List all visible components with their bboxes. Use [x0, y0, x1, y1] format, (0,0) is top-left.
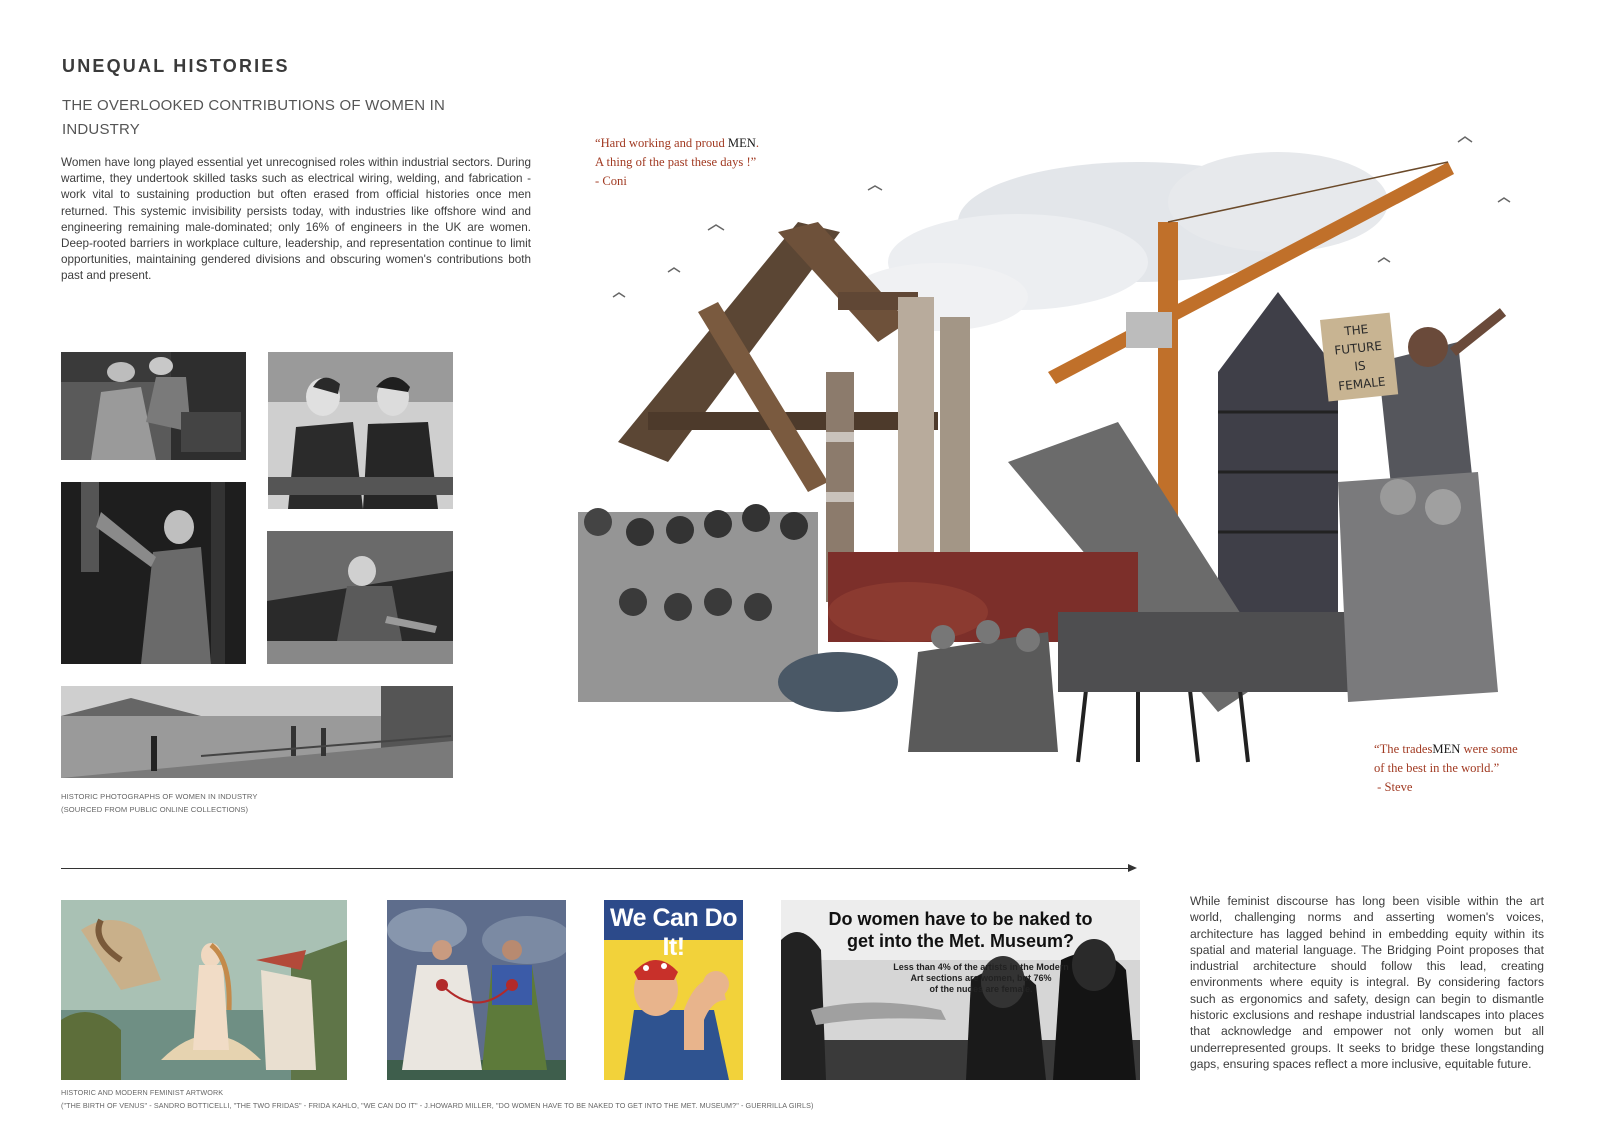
closing-paragraph: While feminist discourse has long been visible within the art world, challenging norms and asserting women's voices, architecture has lagged behind in embedding equity within its spatial and material language. The Bridging Point proposes that industrial architecture should follow this lead, creating environments where equity is integral. By considering factors such as ergonomics and safety, design can begin to dismantle historic exclusions and reshape industrial landscapes into places that acknowledge and empower not only women but all underrepresented groups. It seeks to bridge these longstanding gaps, ensuring spaces reflect a more inclusive, equitable future.: [1190, 894, 1544, 1071]
guerrilla-girls-headline: [781, 908, 1140, 952]
quote-steve-line1: “The tradesMEN were some: [1374, 742, 1518, 756]
guerrilla-girls-small-line3: of the nudes are female.: [929, 984, 1033, 994]
guerrilla-girls-small-line2: Art sections are women, but 76%: [910, 973, 1052, 983]
historic-photo-woman-at-machine: [61, 482, 246, 664]
artwork-two-fridas: [387, 900, 566, 1080]
historic-photos-caption-line1: HISTORIC PHOTOGRAPHS OF WOMEN IN INDUSTRY: [61, 792, 258, 801]
historic-photo-two-workers: [268, 352, 453, 509]
historic-photo-welder: [267, 531, 453, 664]
timeline-line: [61, 868, 1130, 869]
quote-coni-line1: “Hard working and proud MEN.: [595, 136, 760, 150]
sign-line2: FUTURE: [1333, 338, 1383, 358]
historic-photo-factory-women: [61, 352, 246, 460]
artworks-caption-line1: HISTORIC AND MODERN FEMINIST ARTWORK: [61, 1088, 224, 1097]
historic-photo-shipyard: [61, 686, 453, 778]
historic-photos-caption-line2: (SOURCED FROM PUBLIC ONLINE COLLECTIONS): [61, 805, 249, 814]
artworks-caption-line2: ("THE BIRTH OF VENUS" - SANDRO BOTTICELLI, "THE TWO FRIDAS" - FRIDA KAHLO, "WE CAN DO IT" - J.HOWARD MILLER, "DO WOMEN HAVE TO BE NAKED TO GET INTO THE MET. MUSEUM?" - GUERRILLA GIRLS): [61, 1101, 814, 1110]
quote-steve-line2: of the best in the world.”: [1374, 761, 1500, 775]
artwork-guerrilla-girls: [781, 900, 1140, 1080]
quote-steve-author: - Steve: [1374, 780, 1413, 794]
sign-line1: THE: [1343, 322, 1369, 339]
page-title: UNEQUAL HISTORIES: [62, 56, 290, 76]
intro-paragraph: Women have long played essential yet unrecognised roles within industrial sectors. During wartime, they undertook skilled tasks such as electrical wiring, welding, and fabrication - work vital to sustaining production but often erased from official histories once men returned. This systemic invisibility persists today, with industries like offshore wind and engineering remaining male-dominated; only 16% of engineers in the UK are women. Deep-rooted barriers in workplace culture, leadership, and representation continue to limit opportunities, maintaining gendered divisions and obscuring women's contributions both past and present.: [61, 156, 531, 283]
artworks-caption: [61, 1086, 861, 1112]
guerrilla-girls-headline-line2: get into the Met. Museum?: [847, 931, 1074, 951]
timeline-arrowhead-icon: [1128, 864, 1137, 872]
quote-steve: [1374, 740, 1574, 797]
we-can-do-it-title: We Can Do It!: [610, 904, 737, 961]
page-subtitle: THE OVERLOOKED CONTRIBUTIONS OF WOMEN IN INDUSTRY: [62, 97, 446, 138]
industrial-collage: [578, 112, 1546, 784]
sign-line4: FEMALE: [1337, 374, 1387, 394]
historic-photos-caption: [61, 790, 461, 816]
sign-line3: IS: [1353, 358, 1367, 374]
quote-coni-line2: A thing of the past these days !”: [595, 155, 757, 169]
protest-sign: [1320, 313, 1398, 402]
guerrilla-girls-small-line1: Less than 4% of the artists in the Modern: [893, 962, 1069, 972]
artwork-birth-of-venus: [61, 900, 347, 1080]
guerrilla-girls-small-text: [881, 962, 1081, 995]
guerrilla-girls-headline-line1: Do women have to be naked to: [828, 909, 1093, 929]
quote-coni-author: - Coni: [595, 174, 627, 188]
artwork-we-can-do-it: [604, 900, 743, 1080]
